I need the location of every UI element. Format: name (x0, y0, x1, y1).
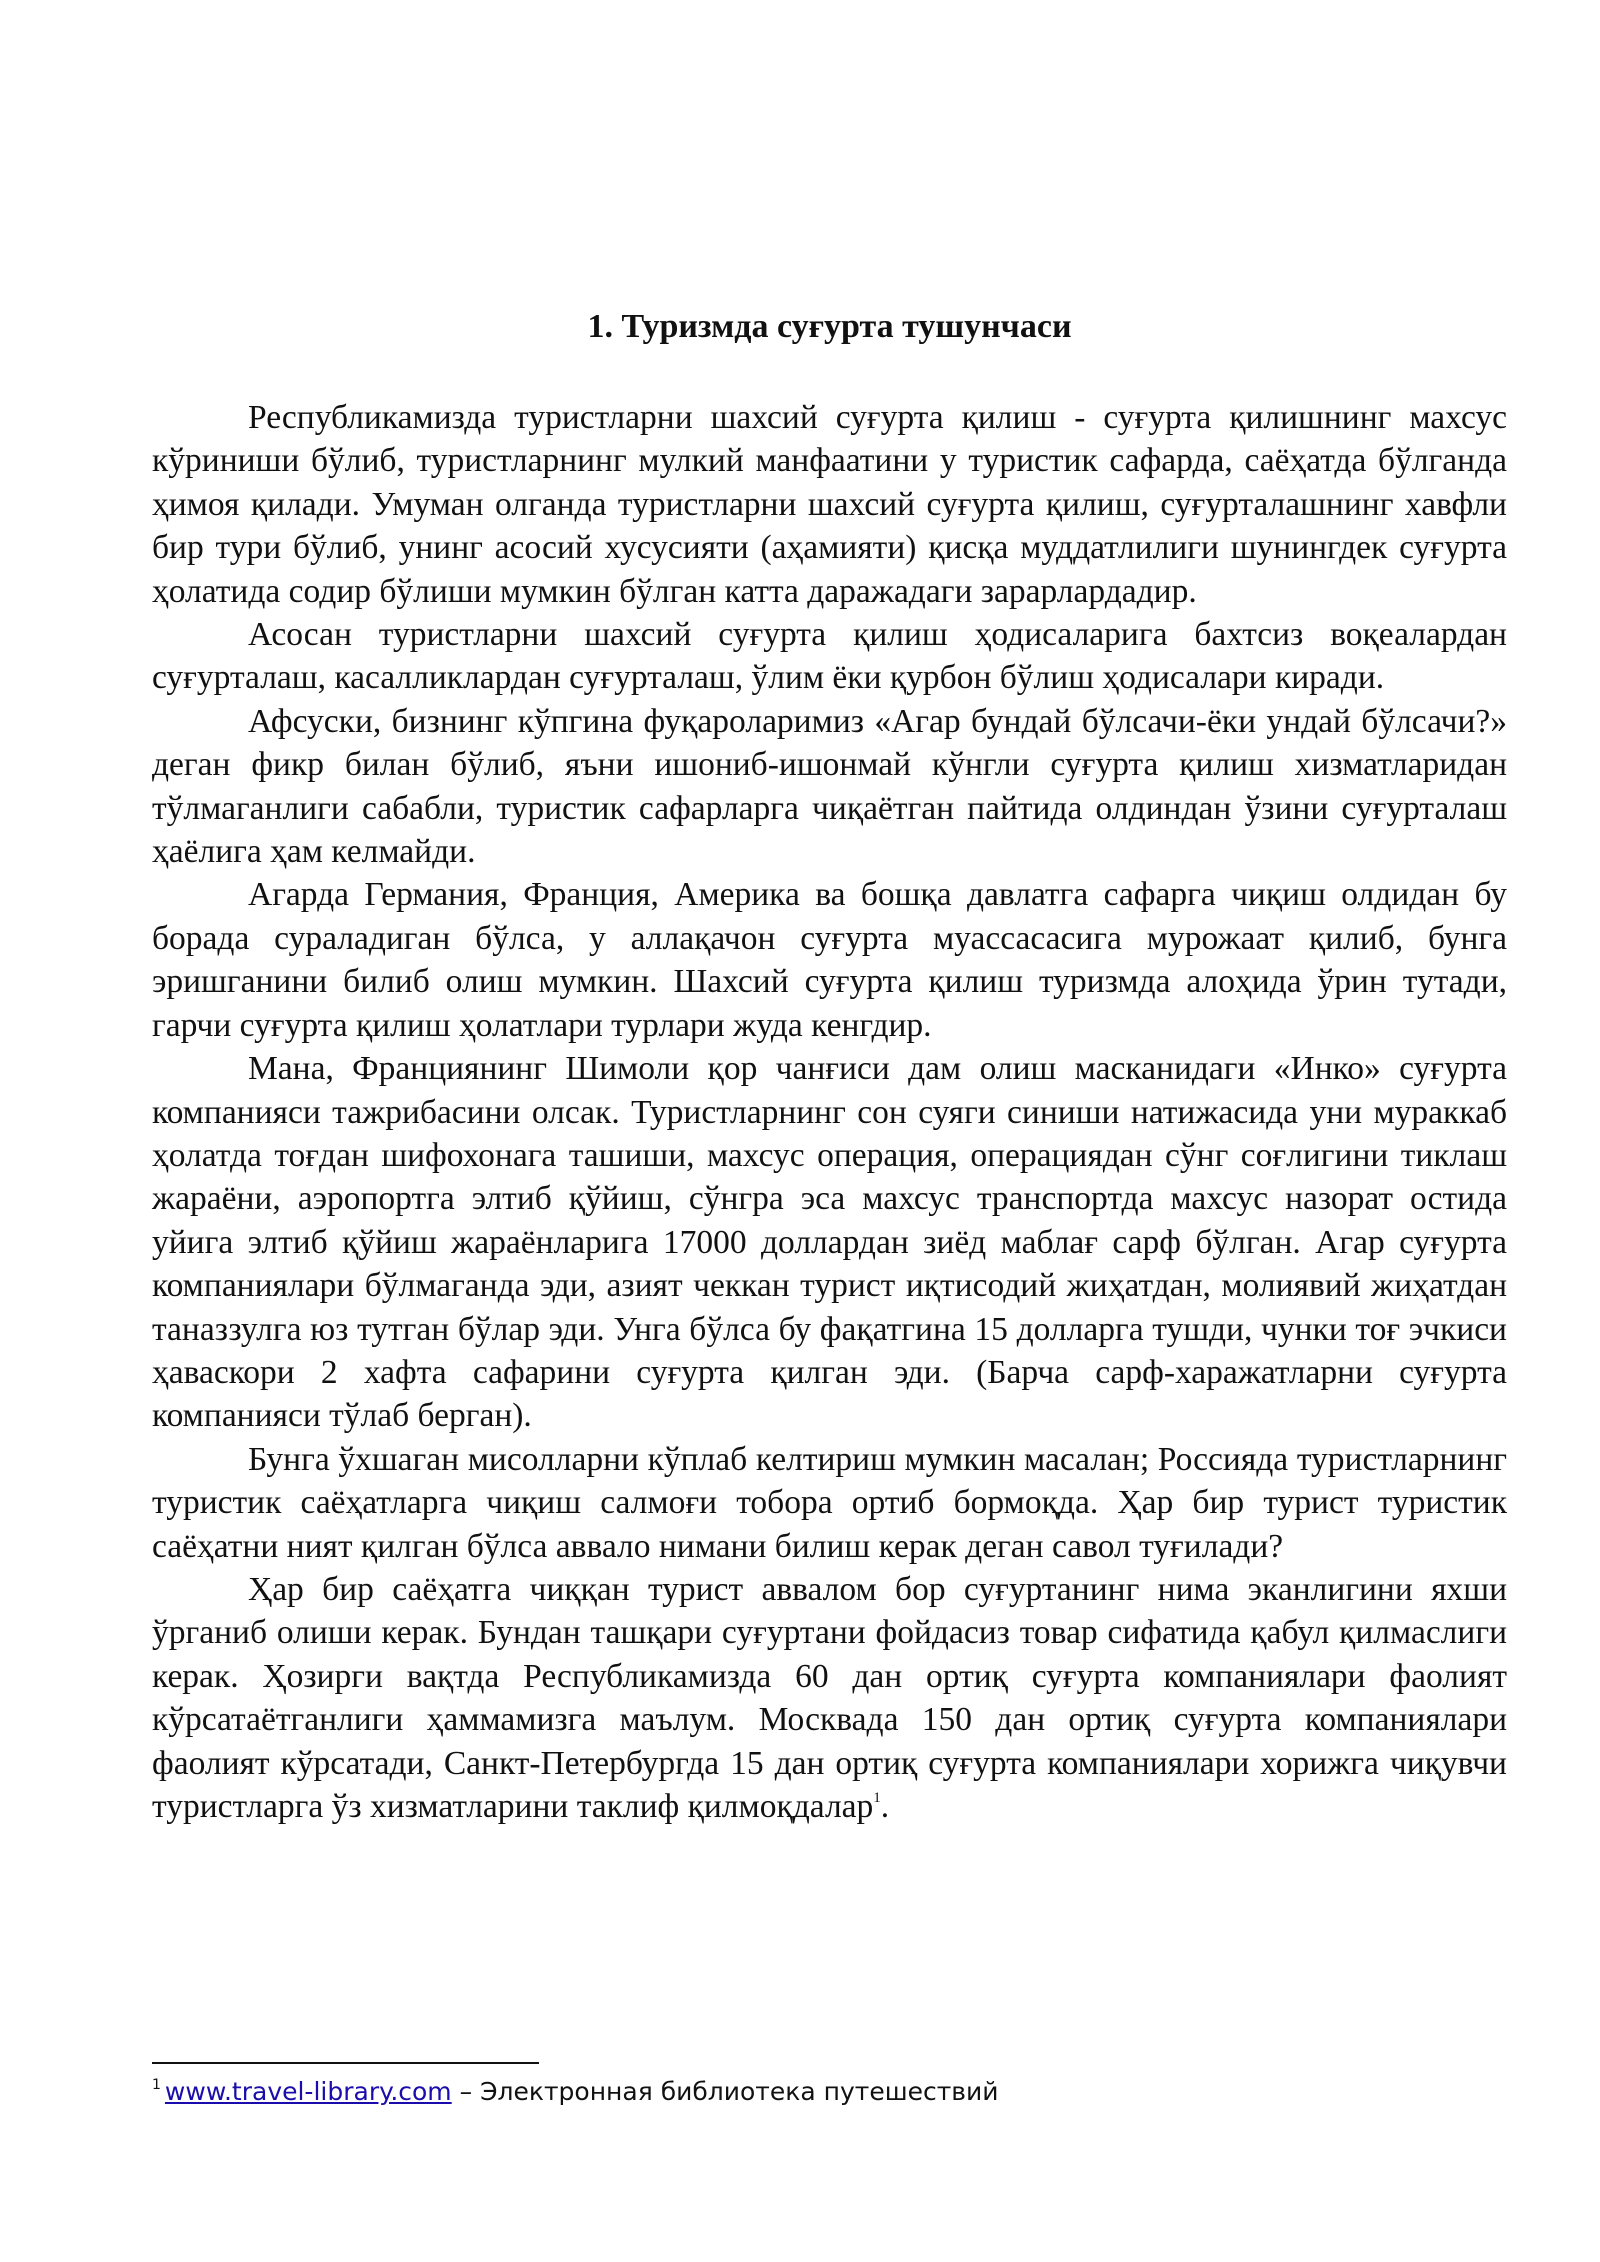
footnote-link[interactable]: www.travel-library.com (164, 2077, 452, 2106)
paragraph-3: Афсуски, бизнинг кўпгина фуқароларимиз «Агар бундай бўлсачи-ёки ундай бўлсачи?» деган фикр билан бўлиб, яъни ишониб-ишонмай кўнгли суғурта қилиш хизматларидан тўлмаганлиги сабабли, туристик сафарларга чиқаётган пайтида олдиндан ўзини суғурталаш ҳаёлига ҳам келмайди. (152, 702, 1507, 871)
paragraph-5: Мана, Франциянинг Шимоли қор чанғиси дам олиш масканидаги «Инко» суғурта компанияси тажрибасини олсак. Туристларнинг сон суяги синиши натижасида уни мураккаб ҳолатда тоғдан шифохонага ташиши, махсус операция, операциядан сўнг соғлигини тиклаш жараёни, аэропортга элтиб қўйиш, сўнгра эса махсус транспортда махсус назорат остида уйига элтиб қўйиш жараёнларига 17000 доллардан зиёд маблағ сарф бўлган. Агар суғурта компаниялари бўлмаганда эди, азият чеккан турист иқтисодий жиҳатдан, молиявий жиҳатдан таназзулга юз тутган бўлар эди. Унга бўлса бу фақатгина 15 долларга тушди, чунки тоғ эчкиси ҳаваскори 2 хафта сафарини суғурта қилган эди. (Барча сарф-харажатларни суғурта компанияси тўлаб берган). (152, 1050, 1507, 1435)
footnote-number: 1 (152, 2077, 161, 2093)
paragraph-6: Бунга ўхшаган мисолларни кўплаб келтириш мумкин масалан; Россияда туристларнинг туристик саёҳатларга чиқиш салмоғи тобора ортиб бормоқда. Ҳар бир турист туристик саёҳатни ният қилган бўлса аввало нимани билиш керак деган савол туғилади? (152, 1440, 1507, 1565)
paragraph-7 (152, 1568, 1507, 1828)
body-text (152, 396, 1507, 1828)
paragraph-7-text: Ҳар бир саёҳатга чиққан турист аввалом бор суғуртанинг нима эканлигини яхши ўрганиб олиши керак. Бундан ташқари суғуртани фойдасиз товар сифатида қабул қилмаслиги керак. Ҳозирги вақтда Республикамизда 60 дан ортиқ суғурта компаниялари фаолият кўрсатаётганлиги ҳаммамизга маълум. Москвада 150 дан ортиқ суғурта компаниялари фаолият кўрсатади, Санкт-Петербургда 15 дан ортиқ суғурта компаниялари хорижга чиқувчи туристларга ўз хизматларини таклиф қилмоқдалар (152, 1570, 1507, 1825)
paragraph-2: Асосан туристларни шахсий суғурта қилиш ҳодисаларига бахтсиз воқеалардан суғурталаш, касалликлардан суғурталаш, ўлим ёки қурбон бўлиш ҳодисалари киради. (152, 616, 1507, 697)
footnote-reference[interactable]: 1 (873, 1790, 881, 1806)
footnote-separator (152, 2062, 539, 2064)
section-heading: 1. Туризмда суғурта тушунчаси (587, 308, 1072, 345)
footnote (152, 2075, 1507, 2113)
paragraph-7-end: . (880, 1788, 890, 1825)
paragraph-1: Республикамизда туристларни шахсий суғурта қилиш - суғурта қилишнинг махсус кўриниши бўлиб, туристларнинг мулкий манфаатини у туристик сафарда, саёҳатда бўлганда ҳимоя қилади. Умуман олганда туристларни шахсий суғурта қилиш, суғурталашнинг хавфли бир тури бўлиб, унинг асосий хусусияти (аҳамияти) қисқа муддатлилиги шунингдек суғурта ҳолатида содир бўлиши мумкин бўлган катта даражадаги зарарлардадир. (152, 399, 1507, 610)
paragraph-4: Агарда Германия, Франция, Америка ва бошқа давлатга сафарга чиқиш олдидан бу борада сураладиган бўлса, у аллақачон суғурта муассасасига мурожаат қилиб, бунга эришганини билиб олиш мумкин. Шахсий суғурта қилиш туризмда алоҳида ўрин тутади, гарчи суғурта қилиш ҳолатлари турлари жуда кенгдир. (152, 876, 1507, 1044)
footnote-text: – Электронная библиотека путешествий (451, 2077, 999, 2106)
